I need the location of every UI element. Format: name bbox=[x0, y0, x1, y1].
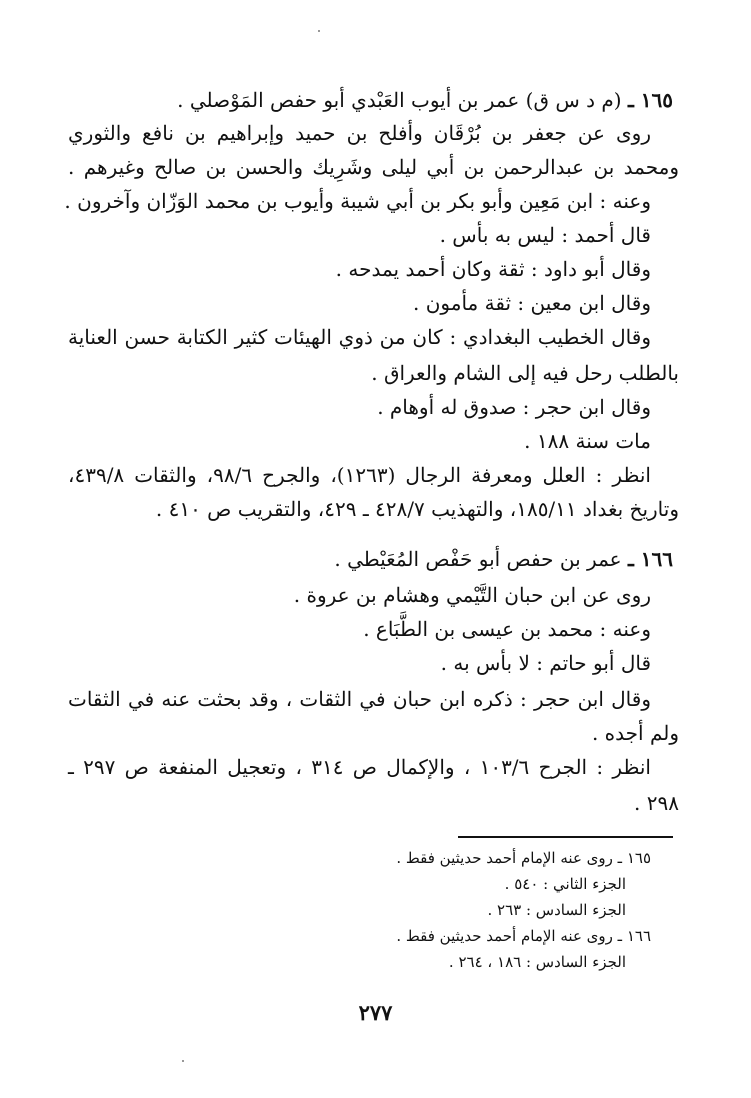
text-line: وقال أبو داود : ثقة وكان أحمد يمدحه . bbox=[335, 257, 651, 281]
text-line: مات سنة ١٨٨ . bbox=[524, 429, 651, 453]
text-line: انظر : الجرح ١٠٣/٦ ، والإكمال ص ٣١٤ ، وتعجيل المنفعة ص ٢٩٧ ـ bbox=[68, 755, 651, 779]
text-line: روى عن جعفر بن بُرْقَان وأفلح بن حميد وإبراهيم بن نافع والثوري bbox=[68, 121, 651, 145]
footnote-line: الجزء السادس : ١٨٦ ، ٢٦٤ . bbox=[448, 953, 626, 971]
footnote-line: الجزء الثاني : ٥٤٠ . bbox=[504, 875, 626, 893]
entry-165-number: ١٦٥ ـ bbox=[627, 88, 673, 112]
text-line: وتاريخ بغداد ١٨٥/١١، والتهذيب ٤٢٨/٧ ـ ٤٢٩، والتقريب ص ٤١٠ . bbox=[155, 497, 679, 521]
entry-166-title: عمر بن حفص أبو حَفْص المُعَيْطي . bbox=[334, 547, 622, 571]
scan-speck bbox=[182, 1060, 184, 1062]
text-line: ولم أجده . bbox=[591, 721, 679, 745]
text-line: وقال الخطيب البغدادي : كان من ذوي الهيئات كثير الكتابة حسن العناية bbox=[68, 325, 651, 349]
text-line: وقال ابن معين : ثقة مأمون . bbox=[413, 291, 651, 315]
footnote-divider bbox=[458, 836, 673, 838]
text-line: قال أبو حاتم : لا بأس به . bbox=[440, 651, 651, 675]
text-line: وقال ابن حجر : صدوق له أوهام . bbox=[377, 395, 651, 419]
text-line: بالطلب رحل فيه إلى الشام والعراق . bbox=[371, 361, 679, 385]
entry-165-heading bbox=[177, 85, 673, 115]
entry-166-heading bbox=[334, 544, 673, 574]
text-line: وقال ابن حجر : ذكره ابن حبان في الثقات ، وقد بحثت عنه في الثقات bbox=[68, 687, 651, 711]
entry-166-number: ١٦٦ ـ bbox=[627, 547, 673, 571]
text-line: وعنه : ابن مَعِين وأبو بكر بن أبي شيبة وأيوب بن محمد الوَزّان وآخرون . bbox=[64, 189, 651, 213]
scan-speck bbox=[318, 30, 320, 32]
text-line: روى عن ابن حبان التَّيْمي وهشام بن عروة . bbox=[293, 583, 651, 607]
text-line: ومحمد بن عبدالرحمن بن أبي ليلى وشَرِيك والحسن بن صالح وغيرهم . bbox=[68, 155, 679, 179]
text-line: انظر : العلل ومعرفة الرجال (١٢٦٣)، والجرح ٩٨/٦، والثقات ٤٣٩/٨، bbox=[68, 463, 651, 487]
footnote-line: ١٦٥ ـ روى عنه الإمام أحمد حديثين فقط . bbox=[396, 849, 651, 867]
text-line: قال أحمد : ليس به بأس . bbox=[439, 223, 651, 247]
text-line: وعنه : محمد بن عيسى بن الطَّبَاع . bbox=[363, 617, 651, 641]
entry-165-title: (م د س ق) عمر بن أيوب العَبْدي أبو حفص المَوْصلي . bbox=[177, 88, 622, 112]
text-line: ٢٩٨ . bbox=[634, 791, 679, 815]
footnote-line: الجزء السادس : ٢٦٣ . bbox=[487, 901, 626, 919]
footnote-line: ١٦٦ ـ روى عنه الإمام أحمد حديثين فقط . bbox=[396, 927, 651, 945]
page-number: ٢٧٧ bbox=[358, 1000, 393, 1025]
